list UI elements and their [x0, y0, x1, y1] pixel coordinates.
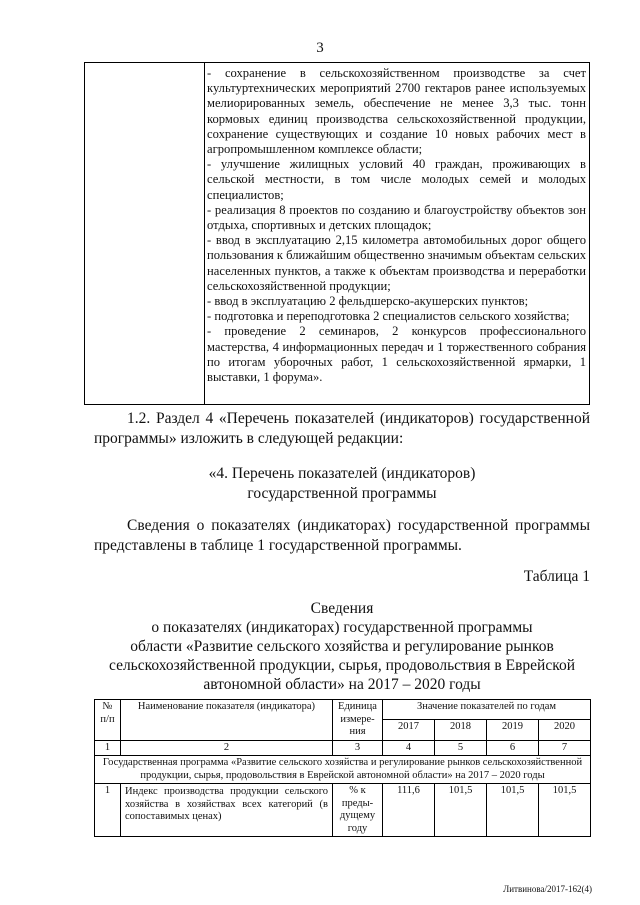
- table-title: [94, 599, 590, 694]
- document-footer-code: Литвинова/2017-162(4): [503, 884, 592, 894]
- row-num: 1: [95, 784, 121, 837]
- header-name: Наименование показателя (индикатора): [121, 700, 333, 741]
- row-value-2019: 101,5: [487, 784, 539, 837]
- measure-item: - ввод в эксплуатацию 2 фельдшерско-акушерских пунктов;: [207, 294, 529, 309]
- measure-item: - ввод в эксплуатацию 2,15 километра автомобильных дорог общего пользования к ближайшим общественно значимым объектам сельских населенных пунктов, а также к объектам производства и переработки сельскохозяйственной продукции;: [207, 233, 586, 293]
- table-column-divider: [204, 63, 205, 404]
- measures-cell: [207, 66, 586, 385]
- section-heading-line: государственной программы: [247, 484, 437, 502]
- indicators-table: [94, 699, 591, 837]
- table-title-line: области «Развитие сельского хозяйства и регулирование рынков: [130, 638, 554, 655]
- column-number-row: [95, 740, 591, 756]
- column-number: 2: [121, 740, 333, 756]
- table-title-line: сельскохозяйственной продукции, сырья, продовольствия в Еврейской: [109, 657, 575, 674]
- row-value-2018: 101,5: [435, 784, 487, 837]
- table-label: Таблица 1: [523, 568, 590, 585]
- column-number: 5: [435, 740, 487, 756]
- amendment-paragraph: 1.2. Раздел 4 «Перечень показателей (индикаторов) государственной программы» изложить в следующей редакции:: [94, 410, 590, 447]
- header-year: 2017: [383, 720, 435, 740]
- table-title-line: автономной области» на 2017 – 2020 годы: [203, 676, 481, 693]
- column-number: 7: [539, 740, 591, 756]
- header-year: 2019: [487, 720, 539, 740]
- column-number: 4: [383, 740, 435, 756]
- row-value-2020: 101,5: [539, 784, 591, 837]
- section-heading-line: «4. Перечень показателей (индикаторов): [208, 465, 476, 482]
- column-number: 6: [487, 740, 539, 756]
- column-number: 1: [95, 740, 121, 756]
- row-unit: % к преды-дущему году: [333, 784, 383, 837]
- measure-item: - реализация 8 проектов по созданию и благоустройству объектов зон отдыха, спортивных и детских площадок;: [207, 202, 586, 233]
- table-row: [95, 784, 591, 837]
- header-values-group: Значение показателей по годам: [383, 700, 591, 720]
- table-title-line: Сведения: [310, 600, 374, 617]
- program-row: [95, 756, 591, 784]
- table-header-row: [95, 700, 591, 720]
- page-number: 3: [316, 40, 324, 56]
- measure-item: - проведение 2 семинаров, 2 конкурсов профессионального мастерства, 4 информационных передач и 1 торжественного собрания по итогам уборочных работ, 1 сельскохозяйственной ярмарки, 1 выставки, 1 форума».: [207, 324, 586, 385]
- intro-paragraph: Сведения о показателях (индикаторах) государственной программы представлены в таблице 1 государственной программы.: [94, 517, 590, 554]
- header-year: 2018: [435, 720, 487, 740]
- header-year: 2020: [539, 720, 591, 740]
- row-value-2017: 111,6: [383, 784, 435, 837]
- program-title-cell: Государственная программа «Развитие сельского хозяйства и регулирование рынков сельскохозяйственной продукции, сырья, продовольствия в Еврейской автономной области» на 2017 – 2020 годы: [95, 756, 591, 784]
- header-num: № п/п: [95, 700, 121, 741]
- measure-item: - улучшение жилищных условий 40 граждан, проживающих в сельской местности, в том числе молодых семей и молодых специалистов;: [207, 157, 586, 202]
- table-title-line: о показателях (индикаторах) государственной программы: [151, 619, 533, 636]
- section-heading: [94, 464, 590, 503]
- measure-item: - сохранение в сельскохозяйственном производстве за счет культуртехнических мероприятий 2700 гектаров ранее используемых мелиорированных земель, обеспечение не менее 3,3 тыс. тонн кормовых единиц производства сельскохозяйственной продукции, сохранение существующих и создание 10 новых рабочих мест в агропромышленном комплексе области;: [207, 66, 586, 157]
- measure-item: - подготовка и переподготовка 2 специалистов сельского хозяйства;: [207, 309, 570, 324]
- row-indicator-name: Индекс производства продукции сельского хозяйства в хозяйствах всех категорий (в сопоставимых ценах): [121, 784, 333, 837]
- measures-continuation-table: [84, 62, 590, 405]
- column-number: 3: [333, 740, 383, 756]
- header-unit: Единица измере-ния: [333, 700, 383, 741]
